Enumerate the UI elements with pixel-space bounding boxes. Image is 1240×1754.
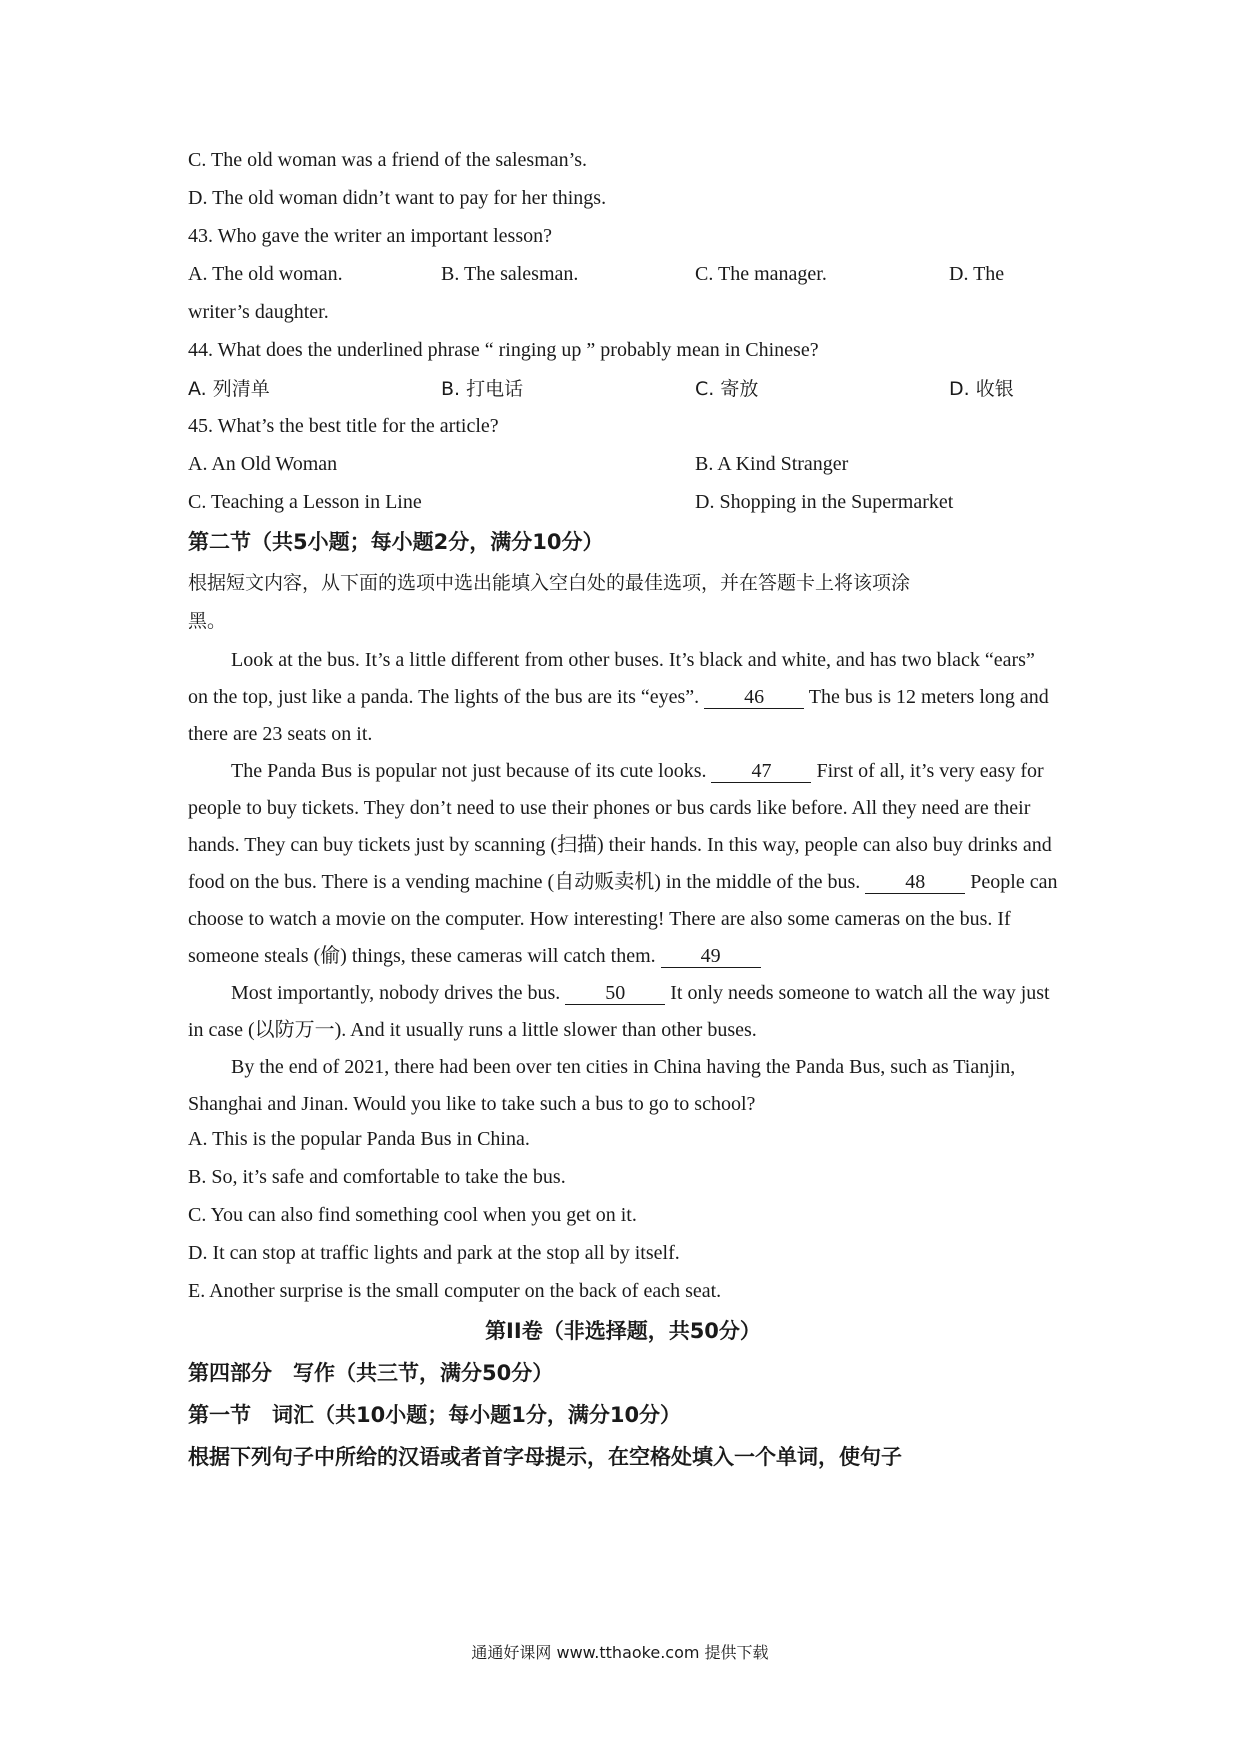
q44-option-c: C. 寄放: [695, 378, 759, 400]
q45-options-row1: [188, 452, 1058, 476]
page-footer: 通通好课网 www.tthaoke.com 提供下载: [471, 1643, 769, 1662]
section2-instruction-line1: 根据短文内容，从下面的选项中选出能填入空白处的最佳选项，并在答题卡上将该项涂: [188, 572, 911, 594]
q43-option-a: A. The old woman.: [188, 263, 343, 285]
option-e: E. Another surprise is the small computer on the back of each seat.: [188, 1280, 722, 1302]
blank-46: 46: [704, 686, 804, 709]
passage-paragraph-2: The Panda Bus is popular not just because of its cute looks. 47 First of all, it’s very easy for people to buy tickets. They don’t need to use their phones or bus cards like before. All they need are their hands. They can buy tickets just by scanning (扫描) their hands. In this way, people can also buy drinks and food on the bus. There is a vending machine (自动贩卖机) in the middle of the bus. 48 People can choose to watch a movie on the computer. How interesting! There are also some cameras on the bus. If someone steals (偷) things, these cameras will catch them. 49: [188, 760, 1058, 967]
section2-heading: 第二节（共5小题；每小题2分，满分10分）: [188, 530, 604, 554]
blank-48: 48: [865, 871, 965, 894]
q45-option-b: B. A Kind Stranger: [695, 453, 849, 475]
q43-options: [188, 262, 1058, 286]
q45-option-c: C. Teaching a Lesson in Line: [188, 491, 422, 513]
exam-page: [188, 148, 1058, 1485]
section2-instruction-line2: 黑。: [188, 610, 227, 632]
part2-title: 第II卷（非选择题，共50分）: [485, 1319, 761, 1343]
q45-stem: 45. What’s the best title for the article?: [188, 415, 499, 437]
q44-stem: 44. What does the underlined phrase “ ringing up ” probably mean in Chinese?: [188, 339, 819, 361]
q43-option-b: B. The salesman.: [441, 263, 579, 285]
q43-option-d-continued: writer’s daughter.: [188, 301, 329, 323]
blank-49: 49: [661, 945, 761, 968]
passage-paragraph-1: Look at the bus. It’s a little different from other buses. It’s black and white, and has two black “ears” on the top, just like a panda. The lights of the bus are its “eyes”. 46 The bus is 12 meters long and there are 23 seats on it.: [188, 649, 1049, 745]
q43-option-c: C. The manager.: [695, 263, 827, 285]
q44-option-a: A. 列清单: [188, 378, 270, 400]
q43-stem: 43. Who gave the writer an important lesson?: [188, 225, 552, 247]
blank-47: 47: [711, 760, 811, 783]
q44-option-b: B. 打电话: [441, 378, 524, 400]
q44-option-d: D. 收银: [949, 378, 1014, 400]
option-b: B. So, it’s safe and comfortable to take the bus.: [188, 1166, 566, 1188]
q44-options: [188, 376, 1058, 400]
q43-option-d: D. The: [949, 263, 1005, 285]
option-a: A. This is the popular Panda Bus in China.: [188, 1128, 530, 1150]
vocab-section-heading: 第一节 词汇（共10小题；每小题1分，满分10分）: [188, 1403, 682, 1427]
option-c: C. You can also find something cool when you get on it.: [188, 1204, 637, 1226]
q45-option-a: A. An Old Woman: [188, 453, 338, 475]
q45-options-row2: [188, 490, 1058, 514]
q45-option-d: D. Shopping in the Supermarket: [695, 491, 954, 513]
q42-option-c: C. The old woman was a friend of the salesman’s.: [188, 149, 587, 171]
passage-paragraph-4: By the end of 2021, there had been over ten cities in China having the Panda Bus, such as Tianjin, Shanghai and Jinan. Would you like to take such a bus to go to school?: [188, 1056, 1016, 1115]
section2-instruction: [188, 570, 1058, 634]
passage-paragraph-3: Most importantly, nobody drives the bus. 50 It only needs someone to watch all the way just in case (以防万一). And it usually runs a little slower than other buses.: [188, 982, 1050, 1041]
option-d: D. It can stop at traffic lights and park at the stop all by itself.: [188, 1242, 680, 1264]
q42-option-d: D. The old woman didn’t want to pay for her things.: [188, 187, 607, 209]
part4-heading: 第四部分 写作（共三节，满分50分）: [188, 1361, 554, 1385]
vocab-instruction: 根据下列句子中所给的汉语或者首字母提示，在空格处填入一个单词，使句子: [188, 1445, 902, 1469]
blank-50: 50: [565, 982, 665, 1005]
